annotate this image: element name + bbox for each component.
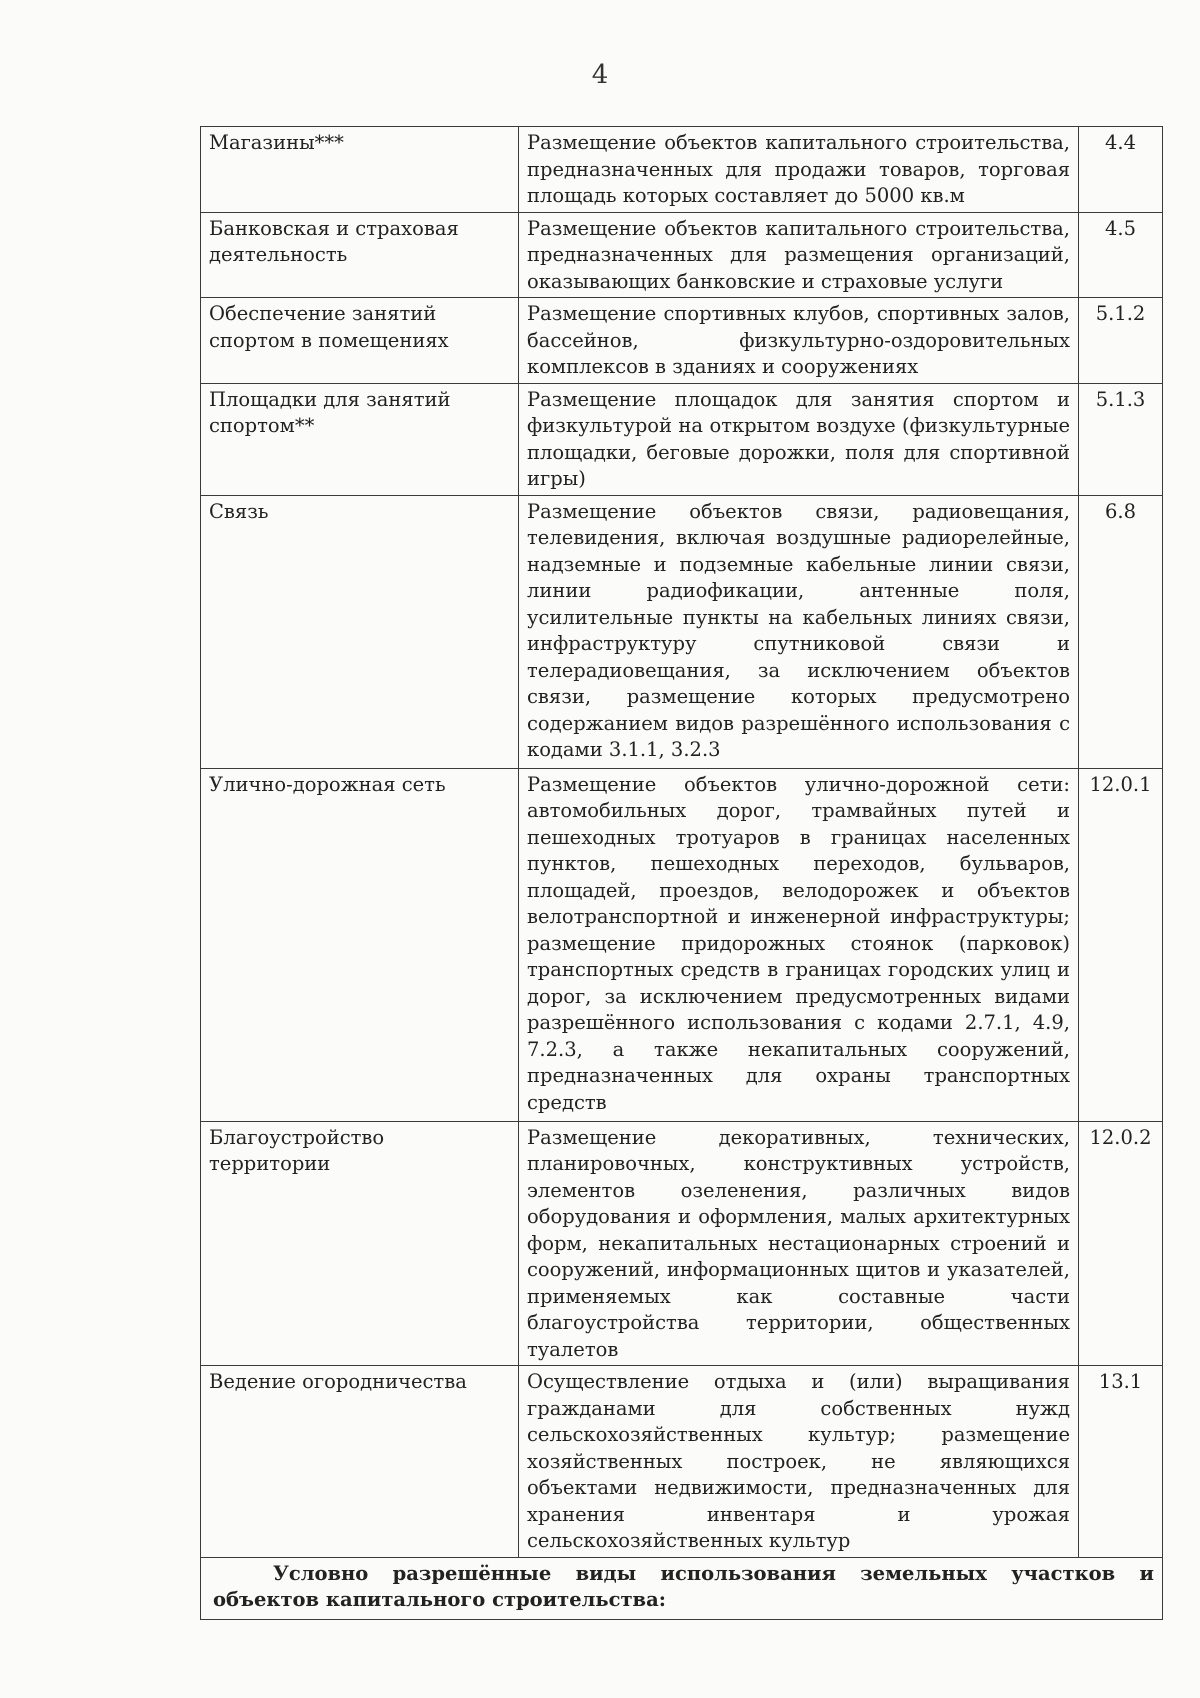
use-code-cell: 6.8 (1079, 495, 1163, 768)
table-row (201, 127, 1163, 213)
use-description-cell: Размещение объектов улично-дорожной сети: автомобильных дорог, трамвайных путей и пешеходных тротуаров в границах населенных пунктов, пешеходных переходов, бульваров, площадей, проездов, велодорожек и объектов велотранспортной и инженерной инфраструктуры; размещение придорожных стоянок (парковок) транспортных средств в границах городских улиц и дорог, за исключением предусмотренных видами разрешённого использования с кодами 2.7.1, 4.9, 7.2.3, а также некапитальных сооружений, предназначенных для охраны транспортных средств (519, 768, 1079, 1121)
use-description-cell: Размещение объектов капитального строительства, предназначенных для продажи товаров, торговая площадь которых составляет до 5000 кв.м (519, 127, 1079, 213)
use-name-cell: Обеспечение занятий спортом в помещениях (201, 298, 519, 384)
use-description-cell: Размещение объектов связи, радиовещания, телевидения, включая воздушные радиорелейные, надземные и подземные кабельные линии связи, линии радиофикации, антенные поля, усилительные пункты на кабельных линиях связи, инфраструктуру спутниковой связи и телерадиовещания, за исключением объектов связи, размещение которых предусмотрено содержанием видов разрешённого использования с кодами 3.1.1, 3.2.3 (519, 495, 1079, 768)
use-name-cell: Связь (201, 495, 519, 768)
use-description-cell: Размещение площадок для занятия спортом и физкультурой на открытом воздухе (физкультурные площадки, беговые дорожки, поля для спортивной игры) (519, 383, 1079, 495)
use-name-cell: Магазины*** (201, 127, 519, 213)
use-code-cell: 13.1 (1079, 1366, 1163, 1558)
table-row (201, 383, 1163, 495)
table-row (201, 495, 1163, 768)
use-name-cell: Банковская и страховая деятельность (201, 212, 519, 298)
section-heading-text: Условно разрешённые виды использования земельных участков и объектов капитального строительства: (213, 1561, 1154, 1611)
use-code-cell: 5.1.2 (1079, 298, 1163, 384)
use-code-cell: 5.1.3 (1079, 383, 1163, 495)
use-description-cell: Размещение спортивных клубов, спортивных залов, бассейнов, физкультурно-оздоровительных комплексов в зданиях и сооружениях (519, 298, 1079, 384)
use-description-cell: Размещение объектов капитального строительства, предназначенных для размещения организаций, оказывающих банковские и страховые услуги (519, 212, 1079, 298)
use-name-cell: Площадки для занятий спортом** (201, 383, 519, 495)
use-name-cell: Улично-дорожная сеть (201, 768, 519, 1121)
use-code-cell: 4.5 (1079, 212, 1163, 298)
table-row (201, 212, 1163, 298)
table-row (201, 768, 1163, 1121)
use-name-cell: Ведение огородничества (201, 1366, 519, 1558)
use-code-cell: 4.4 (1079, 127, 1163, 213)
page-number: 4 (591, 60, 609, 90)
table-row (201, 1366, 1163, 1558)
use-description-cell: Осуществление отдыха и (или) выращивания гражданами для собственных нужд сельскохозяйственных культур; размещение хозяйственных построек, не являющихся объектами недвижимости, предназначенных для хранения инвентаря и урожая сельскохозяйственных культур (519, 1366, 1079, 1558)
section-heading (201, 1557, 1163, 1619)
use-code-cell: 12.0.1 (1079, 768, 1163, 1121)
table-row (201, 298, 1163, 384)
use-description-cell: Размещение декоративных, технических, планировочных, конструктивных устройств, элементов озеленения, различных видов оборудования и оформления, малых архитектурных форм, некапитальных нестационарных строений и сооружений, информационных щитов и указателей, применяемых как составные части благоустройства территории, общественных туалетов (519, 1121, 1079, 1366)
section-heading-row (201, 1557, 1163, 1619)
use-name-cell: Благоустройство территории (201, 1121, 519, 1366)
table-row (201, 1121, 1163, 1366)
land-use-table (200, 126, 1163, 1620)
use-code-cell: 12.0.2 (1079, 1121, 1163, 1366)
